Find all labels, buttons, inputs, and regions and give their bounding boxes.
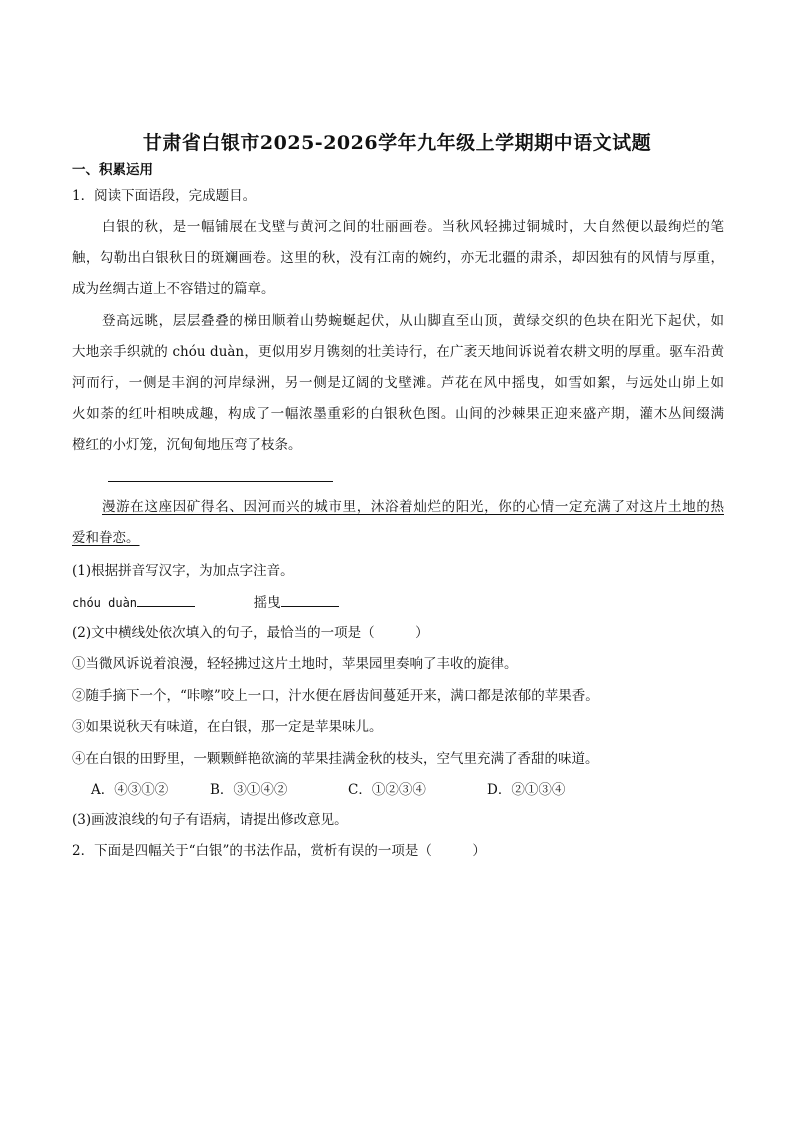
answer-blank-2[interactable] <box>281 592 339 607</box>
passage-p3-line2: 爱和眷恋。 <box>72 530 140 546</box>
sub-question-1: (1)根据拼音写汉字，为加点字注音。 <box>72 563 294 579</box>
passage-p2-line5: 橙红的小灯笼，沉甸甸地压弯了枝条。 <box>72 437 302 453</box>
passage-p2-line4: 火如荼的红叶相映成趣，构成了一幅浓墨重彩的白银秋色图。山间的沙棘果正迎来盛产期，灌木丛间缀满 <box>72 406 724 422</box>
question-2-stem: 2．下面是四幅关于“白银”的书法作品，赏析有误的一项是（ ） <box>72 843 486 859</box>
passage-p2-line2: 大地亲手织就的 chóu duàn，更似用岁月镌刻的壮美诗行，在广袤天地间诉说着农耕文明的厚重。驱车沿黄 <box>72 344 724 360</box>
passage-p2-line1: 登高远眺，层层叠叠的梯田顺着山势蜿蜒起伏，从山脚直至山顶，黄绿交织的色块在阳光下起伏，如 <box>102 313 724 329</box>
sub-question-2: (2)文中横线处依次填入的句子，最恰当的一项是（ ） <box>72 625 429 641</box>
option-c[interactable]: C．①②③④ <box>348 782 426 798</box>
sentence-3: ③如果说秋天有味道，在白银，那一定是苹果味儿。 <box>72 719 383 735</box>
question-1-stem: 1．阅读下面语段，完成题目。 <box>72 188 257 204</box>
section-heading: 一、积累运用 <box>72 162 153 178</box>
sentence-2: ②随手摘下一个，“咔嚓”咬上一口，汁水便在唇齿间蔓延开来，满口都是浓郁的苹果香。 <box>72 688 599 704</box>
word-prompt: 摇曳 <box>253 595 281 611</box>
answer-blank-1[interactable] <box>137 592 195 607</box>
passage-p2-line3: 河而行，一侧是丰润的河岸绿洲，另一侧是辽阔的戈壁滩。芦花在风中摇曳，如雪如絮，与远处山峁上如 <box>72 375 724 391</box>
option-a[interactable]: A．④③①② <box>91 782 169 798</box>
option-d[interactable]: D．②①③④ <box>487 782 566 798</box>
fill-in-blank-line <box>108 481 333 482</box>
option-b[interactable]: B．③①④② <box>210 782 288 798</box>
fill-row <box>72 592 724 613</box>
page-title: 甘肃省白银市2025-2026学年九年级上学期期中语文试题 <box>142 132 652 154</box>
passage-p1-line3: 成为丝绸古道上不容错过的篇章。 <box>72 281 275 297</box>
sub-question-3: (3)画波浪线的句子有语病，请提出修改意见。 <box>72 812 348 828</box>
passage-p1-line2: 触，勾勒出白银秋日的斑斓画卷。这里的秋，没有江南的婉约，亦无北疆的肃杀，却因独有的风情与厚重， <box>72 250 724 266</box>
pinyin-prompt: chóu duàn <box>72 596 138 610</box>
sentence-4: ④在白银的田野里，一颗颗鲜艳欲滴的苹果挂满金秋的枝头，空气里充满了香甜的味道。 <box>72 751 599 767</box>
sentence-1: ①当微风诉说着浪漫，轻轻拂过这片土地时，苹果园里奏响了丰收的旋律。 <box>72 656 518 672</box>
passage-p1-line1: 白银的秋，是一幅铺展在戈壁与黄河之间的壮丽画卷。当秋风轻拂过铜城时，大自然便以最绚烂的笔 <box>102 219 724 235</box>
passage-p3-line1: 漫游在这座因矿得名、因河而兴的城市里，沐浴着灿烂的阳光，你的心情一定充满了对这片土地的热 <box>102 499 724 515</box>
